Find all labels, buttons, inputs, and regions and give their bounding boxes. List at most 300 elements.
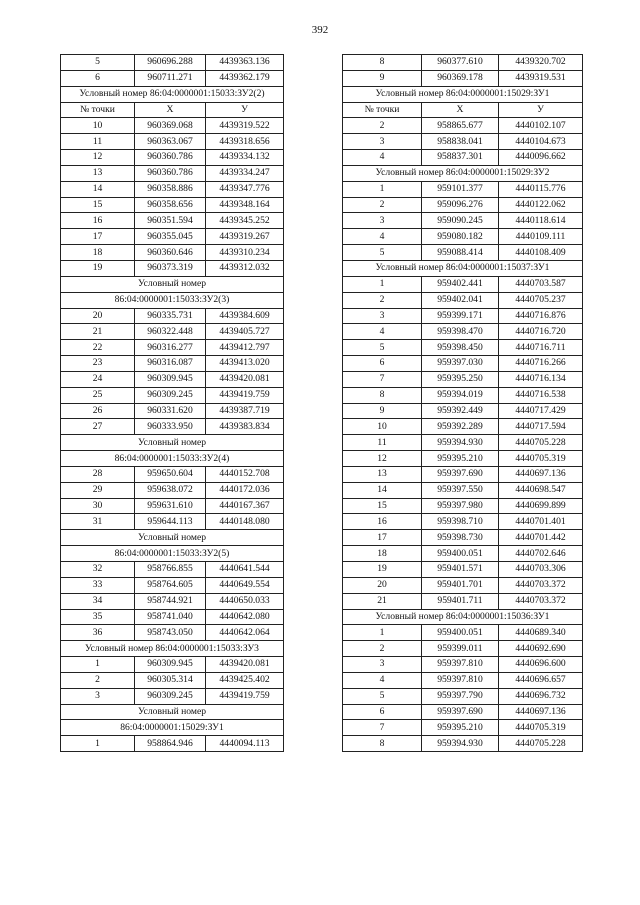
x-coordinate-cell: 959395.250: [422, 371, 499, 387]
section-header-row: [343, 86, 583, 102]
y-coordinate-cell: 4440109.111: [499, 229, 583, 245]
y-coordinate-cell: У: [206, 102, 284, 118]
x-coordinate-cell: 959401.701: [422, 577, 499, 593]
table-row: [61, 340, 284, 356]
table-row: [343, 213, 583, 229]
y-coordinate-cell: 4440697.136: [499, 466, 583, 482]
x-coordinate-cell: 959088.414: [422, 245, 499, 261]
table-row: [343, 466, 583, 482]
table-row: [61, 197, 284, 213]
y-coordinate-cell: 4439420.081: [206, 657, 284, 673]
section-title: 86:04:0000001:15033:ЗУ2(3): [61, 292, 284, 308]
table-row: [61, 213, 284, 229]
x-coordinate-cell: 959395.210: [422, 720, 499, 736]
y-coordinate-cell: 4440148.080: [206, 514, 284, 530]
point-number-cell: 4: [343, 672, 422, 688]
point-number-cell: 9: [343, 403, 422, 419]
y-coordinate-cell: 4439312.032: [206, 260, 284, 276]
x-coordinate-cell: 959402.441: [422, 276, 499, 292]
y-coordinate-cell: 4440705.228: [499, 435, 583, 451]
table-row: [61, 165, 284, 181]
section-title: Условный номер 86:04:0000001:15029:ЗУ2: [343, 165, 583, 181]
point-number-cell: 3: [343, 308, 422, 324]
y-coordinate-cell: 4440642.064: [206, 625, 284, 641]
x-coordinate-cell: 959398.470: [422, 324, 499, 340]
x-coordinate-cell: 959397.690: [422, 466, 499, 482]
point-number-cell: 2: [61, 672, 135, 688]
table-row: [343, 102, 583, 118]
point-number-cell: 14: [61, 181, 135, 197]
table-row: [343, 324, 583, 340]
table-row: [343, 245, 583, 261]
section-title: Условный номер: [61, 276, 284, 292]
point-number-cell: 5: [343, 688, 422, 704]
x-coordinate-cell: 958744.921: [135, 593, 206, 609]
point-number-cell: 30: [61, 498, 135, 514]
table-row: [343, 672, 583, 688]
x-coordinate-cell: 958766.855: [135, 562, 206, 578]
y-coordinate-cell: 4440703.372: [499, 577, 583, 593]
x-coordinate-cell: 958837.301: [422, 150, 499, 166]
section-header-row: [61, 720, 284, 736]
table-row: [343, 387, 583, 403]
x-coordinate-cell: 960360.786: [135, 150, 206, 166]
point-number-cell: 9: [343, 70, 422, 86]
y-coordinate-cell: 4440697.136: [499, 704, 583, 720]
table-row: [343, 688, 583, 704]
y-coordinate-cell: 4440642.080: [206, 609, 284, 625]
table-row: [343, 482, 583, 498]
y-coordinate-cell: 4440152.708: [206, 466, 284, 482]
x-coordinate-cell: 960331.620: [135, 403, 206, 419]
point-number-cell: 3: [343, 657, 422, 673]
x-coordinate-cell: 959397.790: [422, 688, 499, 704]
y-coordinate-cell: 4440696.657: [499, 672, 583, 688]
table-row: [61, 118, 284, 134]
section-header-row: [343, 609, 583, 625]
table-row: [343, 435, 583, 451]
y-coordinate-cell: 4439405.727: [206, 324, 284, 340]
point-number-cell: 36: [61, 625, 135, 641]
point-number-cell: 6: [343, 356, 422, 372]
x-coordinate-cell: 960335.731: [135, 308, 206, 324]
point-number-cell: 2: [343, 197, 422, 213]
x-coordinate-cell: 960360.786: [135, 165, 206, 181]
point-number-cell: 7: [343, 720, 422, 736]
y-coordinate-cell: 4439425.402: [206, 672, 284, 688]
x-coordinate-cell: 960373.319: [135, 260, 206, 276]
table-row: [61, 482, 284, 498]
y-coordinate-cell: 4439334.247: [206, 165, 284, 181]
y-coordinate-cell: 4440717.429: [499, 403, 583, 419]
x-coordinate-cell: 959398.450: [422, 340, 499, 356]
x-coordinate-cell: 959402.041: [422, 292, 499, 308]
section-header-row: [61, 86, 284, 102]
x-coordinate-cell: 960322.448: [135, 324, 206, 340]
y-coordinate-cell: 4440650.033: [206, 593, 284, 609]
table-row: [343, 197, 583, 213]
table-row: [61, 593, 284, 609]
point-number-cell: 11: [343, 435, 422, 451]
table-row: [61, 245, 284, 261]
y-coordinate-cell: 4440703.372: [499, 593, 583, 609]
point-number-cell: 13: [61, 165, 135, 181]
y-coordinate-cell: 4440104.673: [499, 134, 583, 150]
table-row: [343, 70, 583, 86]
table-row: [343, 593, 583, 609]
table-row: [343, 340, 583, 356]
point-number-cell: 5: [343, 340, 422, 356]
y-coordinate-cell: 4439310.234: [206, 245, 284, 261]
point-number-cell: 33: [61, 577, 135, 593]
y-coordinate-cell: 4440705.237: [499, 292, 583, 308]
point-number-cell: 18: [343, 546, 422, 562]
point-number-cell: 1: [343, 181, 422, 197]
table-row: [61, 134, 284, 150]
y-coordinate-cell: 4439319.267: [206, 229, 284, 245]
x-coordinate-cell: Х: [135, 102, 206, 118]
x-coordinate-cell: 958743.050: [135, 625, 206, 641]
table-row: [343, 134, 583, 150]
y-coordinate-cell: 4439383.834: [206, 419, 284, 435]
y-coordinate-cell: 4439387.719: [206, 403, 284, 419]
x-coordinate-cell: 959638.072: [135, 482, 206, 498]
x-coordinate-cell: 959096.276: [422, 197, 499, 213]
section-title: Условный номер 86:04:0000001:15029:ЗУ1: [343, 86, 583, 102]
y-coordinate-cell: 4439345.252: [206, 213, 284, 229]
section-title: Условный номер: [61, 435, 284, 451]
point-number-cell: 2: [343, 641, 422, 657]
point-number-cell: 28: [61, 466, 135, 482]
table-row: [343, 371, 583, 387]
table-row: [61, 55, 284, 71]
table-row: [61, 324, 284, 340]
y-coordinate-cell: 4439319.531: [499, 70, 583, 86]
table-row: [61, 387, 284, 403]
x-coordinate-cell: 958865.677: [422, 118, 499, 134]
x-coordinate-cell: 960309.245: [135, 387, 206, 403]
table-row: [61, 356, 284, 372]
x-coordinate-cell: 959090.245: [422, 213, 499, 229]
table-row: [61, 419, 284, 435]
y-coordinate-cell: 4439318.656: [206, 134, 284, 150]
point-number-cell: 5: [61, 55, 135, 71]
y-coordinate-cell: 4440702.646: [499, 546, 583, 562]
point-number-cell: 12: [61, 150, 135, 166]
table-row: [343, 546, 583, 562]
point-number-cell: 1: [343, 625, 422, 641]
point-number-cell: 10: [61, 118, 135, 134]
point-number-cell: 23: [61, 356, 135, 372]
x-coordinate-cell: 960711.271: [135, 70, 206, 86]
x-coordinate-cell: 960369.068: [135, 118, 206, 134]
point-number-cell: 34: [61, 593, 135, 609]
x-coordinate-cell: 959394.930: [422, 435, 499, 451]
table-row: [61, 102, 284, 118]
section-header-row: [61, 451, 284, 467]
y-coordinate-cell: 4439320.702: [499, 55, 583, 71]
point-number-cell: 27: [61, 419, 135, 435]
y-coordinate-cell: 4440649.554: [206, 577, 284, 593]
point-number-cell: 6: [61, 70, 135, 86]
section-title: Условный номер: [61, 530, 284, 546]
point-number-cell: 22: [61, 340, 135, 356]
table-row: [343, 55, 583, 71]
y-coordinate-cell: У: [499, 102, 583, 118]
y-coordinate-cell: 4440716.266: [499, 356, 583, 372]
point-number-cell: 8: [343, 736, 422, 752]
point-number-cell: 32: [61, 562, 135, 578]
y-coordinate-cell: 4440108.409: [499, 245, 583, 261]
y-coordinate-cell: 4439334.132: [206, 150, 284, 166]
x-coordinate-cell: 960363.067: [135, 134, 206, 150]
x-coordinate-cell: 959397.980: [422, 498, 499, 514]
y-coordinate-cell: 4440716.538: [499, 387, 583, 403]
point-number-cell: 17: [61, 229, 135, 245]
x-coordinate-cell: Х: [422, 102, 499, 118]
section-header-row: [61, 292, 284, 308]
table-row: [343, 704, 583, 720]
point-number-cell: 18: [61, 245, 135, 261]
y-coordinate-cell: 4440703.587: [499, 276, 583, 292]
x-coordinate-cell: 959397.550: [422, 482, 499, 498]
table-row: [343, 641, 583, 657]
point-number-cell: 21: [61, 324, 135, 340]
x-coordinate-cell: 960351.594: [135, 213, 206, 229]
y-coordinate-cell: 4440167.367: [206, 498, 284, 514]
x-coordinate-cell: 959397.810: [422, 657, 499, 673]
table-row: [343, 181, 583, 197]
point-number-cell: 3: [343, 213, 422, 229]
point-number-cell: 15: [61, 197, 135, 213]
section-header-row: [61, 276, 284, 292]
section-title: 86:04:0000001:15033:ЗУ2(5): [61, 546, 284, 562]
x-coordinate-cell: 958764.605: [135, 577, 206, 593]
point-number-cell: 4: [343, 229, 422, 245]
point-number-cell: 16: [61, 213, 135, 229]
section-title: Условный номер 86:04:0000001:15033:ЗУ3: [61, 641, 284, 657]
x-coordinate-cell: 958741.040: [135, 609, 206, 625]
point-number-cell: 1: [343, 276, 422, 292]
point-number-cell: 3: [61, 688, 135, 704]
y-coordinate-cell: 4440701.401: [499, 514, 583, 530]
x-coordinate-cell: 960369.178: [422, 70, 499, 86]
page-number: 392: [311, 24, 329, 36]
table-row: [343, 530, 583, 546]
section-header-row: [61, 546, 284, 562]
y-coordinate-cell: 4440705.228: [499, 736, 583, 752]
x-coordinate-cell: 960358.656: [135, 197, 206, 213]
point-number-cell: 31: [61, 514, 135, 530]
x-coordinate-cell: 960309.245: [135, 688, 206, 704]
x-coordinate-cell: 959399.171: [422, 308, 499, 324]
x-coordinate-cell: 959394.019: [422, 387, 499, 403]
x-coordinate-cell: 959397.030: [422, 356, 499, 372]
point-number-cell: 13: [343, 466, 422, 482]
x-coordinate-cell: 959080.182: [422, 229, 499, 245]
y-coordinate-cell: 4439384.609: [206, 308, 284, 324]
point-number-cell: 7: [343, 371, 422, 387]
x-coordinate-cell: 959101.377: [422, 181, 499, 197]
table-row: [343, 736, 583, 752]
x-coordinate-cell: 959644.113: [135, 514, 206, 530]
table-row: [343, 419, 583, 435]
y-coordinate-cell: 4440716.876: [499, 308, 583, 324]
x-coordinate-cell: 959398.710: [422, 514, 499, 530]
point-number-cell: 19: [343, 562, 422, 578]
point-number-cell: 3: [343, 134, 422, 150]
point-number-cell: 8: [343, 55, 422, 71]
section-header-row: [61, 530, 284, 546]
table-row: [61, 562, 284, 578]
x-coordinate-cell: 959394.930: [422, 736, 499, 752]
point-number-cell: № точки: [61, 102, 135, 118]
table-row: [61, 577, 284, 593]
x-coordinate-cell: 959397.810: [422, 672, 499, 688]
x-coordinate-cell: 959395.210: [422, 451, 499, 467]
coordinates-table-right: [342, 54, 583, 752]
table-body: [343, 55, 583, 752]
x-coordinate-cell: 960309.945: [135, 371, 206, 387]
y-coordinate-cell: 4440641.544: [206, 562, 284, 578]
y-coordinate-cell: 4439419.759: [206, 387, 284, 403]
point-number-cell: 35: [61, 609, 135, 625]
table-row: [61, 308, 284, 324]
y-coordinate-cell: 4440716.720: [499, 324, 583, 340]
y-coordinate-cell: 4440172.036: [206, 482, 284, 498]
y-coordinate-cell: 4440716.711: [499, 340, 583, 356]
section-header-row: [343, 165, 583, 181]
x-coordinate-cell: 959398.730: [422, 530, 499, 546]
point-number-cell: 25: [61, 387, 135, 403]
table-row: [343, 356, 583, 372]
point-number-cell: 26: [61, 403, 135, 419]
point-number-cell: 5: [343, 245, 422, 261]
y-coordinate-cell: 4440102.107: [499, 118, 583, 134]
table-row: [343, 514, 583, 530]
y-coordinate-cell: 4440703.306: [499, 562, 583, 578]
point-number-cell: 24: [61, 371, 135, 387]
section-header-row: [61, 704, 284, 720]
y-coordinate-cell: 4439363.136: [206, 55, 284, 71]
x-coordinate-cell: 960333.950: [135, 419, 206, 435]
x-coordinate-cell: 959400.051: [422, 546, 499, 562]
table-row: [343, 118, 583, 134]
point-number-cell: 20: [61, 308, 135, 324]
table-row: [343, 229, 583, 245]
y-coordinate-cell: 4439412.797: [206, 340, 284, 356]
point-number-cell: 2: [343, 118, 422, 134]
table-row: [61, 657, 284, 673]
x-coordinate-cell: 958838.041: [422, 134, 499, 150]
point-number-cell: 29: [61, 482, 135, 498]
point-number-cell: 19: [61, 260, 135, 276]
y-coordinate-cell: 4440705.319: [499, 720, 583, 736]
section-header-row: [61, 641, 284, 657]
point-number-cell: 2: [343, 292, 422, 308]
y-coordinate-cell: 4439319.522: [206, 118, 284, 134]
x-coordinate-cell: 960360.646: [135, 245, 206, 261]
section-header-row: [61, 435, 284, 451]
y-coordinate-cell: 4440696.600: [499, 657, 583, 673]
point-number-cell: 4: [343, 150, 422, 166]
table-row: [343, 403, 583, 419]
y-coordinate-cell: 4440692.690: [499, 641, 583, 657]
table-row: [61, 609, 284, 625]
x-coordinate-cell: 960316.087: [135, 356, 206, 372]
table-body: [61, 55, 284, 752]
y-coordinate-cell: 4439413.020: [206, 356, 284, 372]
y-coordinate-cell: 4439348.164: [206, 197, 284, 213]
y-coordinate-cell: 4440118.614: [499, 213, 583, 229]
x-coordinate-cell: 959631.610: [135, 498, 206, 514]
section-title: 86:04:0000001:15029:ЗУ1: [61, 720, 284, 736]
table-row: [343, 577, 583, 593]
section-title: Условный номер 86:04:0000001:15033:ЗУ2(2): [61, 86, 284, 102]
y-coordinate-cell: 4440717.594: [499, 419, 583, 435]
x-coordinate-cell: 959401.571: [422, 562, 499, 578]
table-row: [343, 150, 583, 166]
x-coordinate-cell: 959397.690: [422, 704, 499, 720]
point-number-cell: 12: [343, 451, 422, 467]
y-coordinate-cell: 4439419.759: [206, 688, 284, 704]
y-coordinate-cell: 4439347.776: [206, 181, 284, 197]
point-number-cell: 21: [343, 593, 422, 609]
x-coordinate-cell: 959392.289: [422, 419, 499, 435]
section-header-row: [343, 260, 583, 276]
y-coordinate-cell: 4440689.340: [499, 625, 583, 641]
x-coordinate-cell: 960696.288: [135, 55, 206, 71]
point-number-cell: 8: [343, 387, 422, 403]
table-row: [61, 229, 284, 245]
point-number-cell: 17: [343, 530, 422, 546]
table-row: [61, 688, 284, 704]
y-coordinate-cell: 4440716.134: [499, 371, 583, 387]
y-coordinate-cell: 4440094.113: [206, 736, 284, 752]
y-coordinate-cell: 4440122.062: [499, 197, 583, 213]
coordinates-table-left: [60, 54, 284, 752]
table-row: [61, 70, 284, 86]
y-coordinate-cell: 4440096.662: [499, 150, 583, 166]
x-coordinate-cell: 959399.011: [422, 641, 499, 657]
point-number-cell: 11: [61, 134, 135, 150]
table-row: [61, 498, 284, 514]
point-number-cell: 20: [343, 577, 422, 593]
table-row: [61, 371, 284, 387]
table-row: [61, 260, 284, 276]
table-row: [343, 657, 583, 673]
point-number-cell: 4: [343, 324, 422, 340]
table-row: [343, 498, 583, 514]
table-row: [61, 625, 284, 641]
y-coordinate-cell: 4440705.319: [499, 451, 583, 467]
table-row: [61, 403, 284, 419]
x-coordinate-cell: 959400.051: [422, 625, 499, 641]
point-number-cell: 15: [343, 498, 422, 514]
point-number-cell: 1: [61, 736, 135, 752]
point-number-cell: 16: [343, 514, 422, 530]
table-row: [343, 292, 583, 308]
y-coordinate-cell: 4439420.081: [206, 371, 284, 387]
table-row: [61, 150, 284, 166]
y-coordinate-cell: 4439362.179: [206, 70, 284, 86]
y-coordinate-cell: 4440701.442: [499, 530, 583, 546]
point-number-cell: 14: [343, 482, 422, 498]
y-coordinate-cell: 4440696.732: [499, 688, 583, 704]
table-row: [61, 736, 284, 752]
table-row: [343, 451, 583, 467]
point-number-cell: 6: [343, 704, 422, 720]
